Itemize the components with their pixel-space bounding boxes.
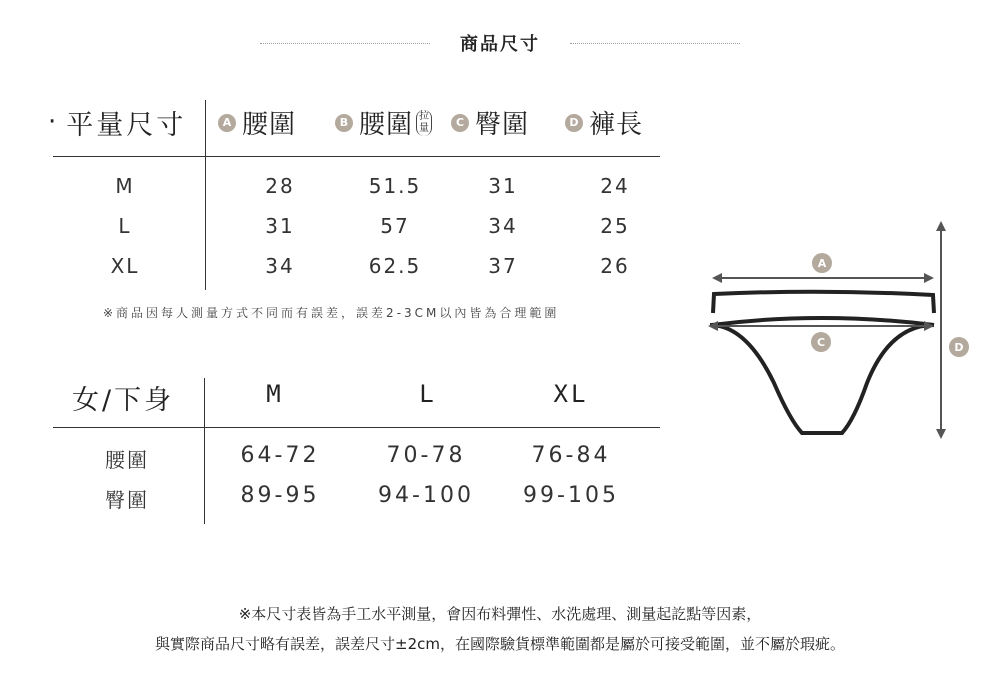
underwear-measurement-diagram [690, 215, 990, 455]
badge-b-icon: B [335, 114, 353, 132]
table-cell: 25 [600, 214, 630, 238]
table1-header-divider [53, 156, 660, 157]
footer-note-line1: ※本尺寸表皆為手工水平測量，會因布料彈性、水洗處理、測量起訖點等因素， [238, 605, 762, 623]
size-label: L [118, 214, 132, 238]
footer-note-line2: 與實際商品尺寸略有誤差，誤差尺寸±2cm，在國際驗貨標準範圍都是屬於可接受範圍，並不屬於瑕疵。 [155, 635, 845, 653]
table2-header-divider [53, 427, 660, 428]
size-label: M [115, 174, 135, 198]
column-header-b [335, 104, 432, 141]
stretch-note-bottom: 量 [419, 122, 430, 134]
table-cell: 34 [265, 254, 295, 278]
length-arrow-d [936, 221, 946, 439]
waistband-shape [713, 292, 934, 313]
size-label: XL [110, 254, 140, 278]
measurement-note: ※商品因每人測量方式不同而有誤差，誤差2-3CM以內皆為合理範圍 [103, 306, 560, 320]
column-label-b: 腰圍 [359, 110, 414, 140]
badge-a-icon [812, 253, 832, 273]
table2-row-label: 腰圍 [105, 448, 149, 472]
badge-d-icon [949, 337, 969, 357]
badge-d-icon: D [565, 114, 583, 132]
column-header-c [451, 104, 529, 141]
table-cell: 37 [488, 254, 518, 278]
table-cell: 24 [600, 174, 630, 198]
table2-title: 女/下身 [72, 385, 175, 416]
table2-cell: 99-105 [523, 483, 619, 508]
waist-arrow-a [712, 273, 934, 283]
table-cell: 51.5 [368, 174, 422, 198]
table2-cell: 70-78 [386, 443, 466, 468]
table-cell: 57 [380, 214, 410, 238]
table2-row-label: 臀圍 [105, 488, 149, 512]
badge-d-label: D [954, 341, 964, 354]
table2-cell: 64-72 [240, 443, 320, 468]
badge-c-icon [811, 332, 831, 352]
table-cell: 31 [488, 174, 518, 198]
column-header-d [565, 104, 643, 141]
table-cell: 28 [265, 174, 295, 198]
page-title: 商品尺寸 [460, 34, 540, 55]
table2-cell: 76-84 [531, 443, 611, 468]
table2-column-divider [204, 378, 205, 524]
badge-c-icon: C [451, 114, 469, 132]
column-header-a [218, 104, 296, 141]
table-cell: 31 [265, 214, 295, 238]
table-cell: 26 [600, 254, 630, 278]
badge-a-icon: A [218, 114, 236, 132]
column-label-a: 腰圍 [242, 110, 297, 140]
table2-column-header: M [266, 380, 284, 408]
table1-title-block [48, 100, 186, 144]
stretch-note-top: 拉 [419, 110, 430, 122]
table2-column-header: L [419, 380, 437, 408]
column-label-c: 臀圍 [475, 110, 530, 140]
header-divider-left [260, 43, 430, 44]
header-divider-right [570, 43, 740, 44]
table2-column-header: XL [553, 380, 589, 408]
column-label-d: 褲長 [589, 110, 644, 140]
table1-title: 平量尺寸 [66, 109, 187, 141]
table1-column-divider [205, 100, 206, 290]
stretch-measure-note [416, 110, 432, 136]
table2-cell: 94-100 [378, 483, 474, 508]
bullet-icon: · [48, 107, 57, 137]
badge-a-label: A [817, 257, 827, 270]
table-cell: 34 [488, 214, 518, 238]
badge-c-label: C [816, 336, 826, 349]
table-cell: 62.5 [368, 254, 422, 278]
table2-cell: 89-95 [240, 483, 320, 508]
